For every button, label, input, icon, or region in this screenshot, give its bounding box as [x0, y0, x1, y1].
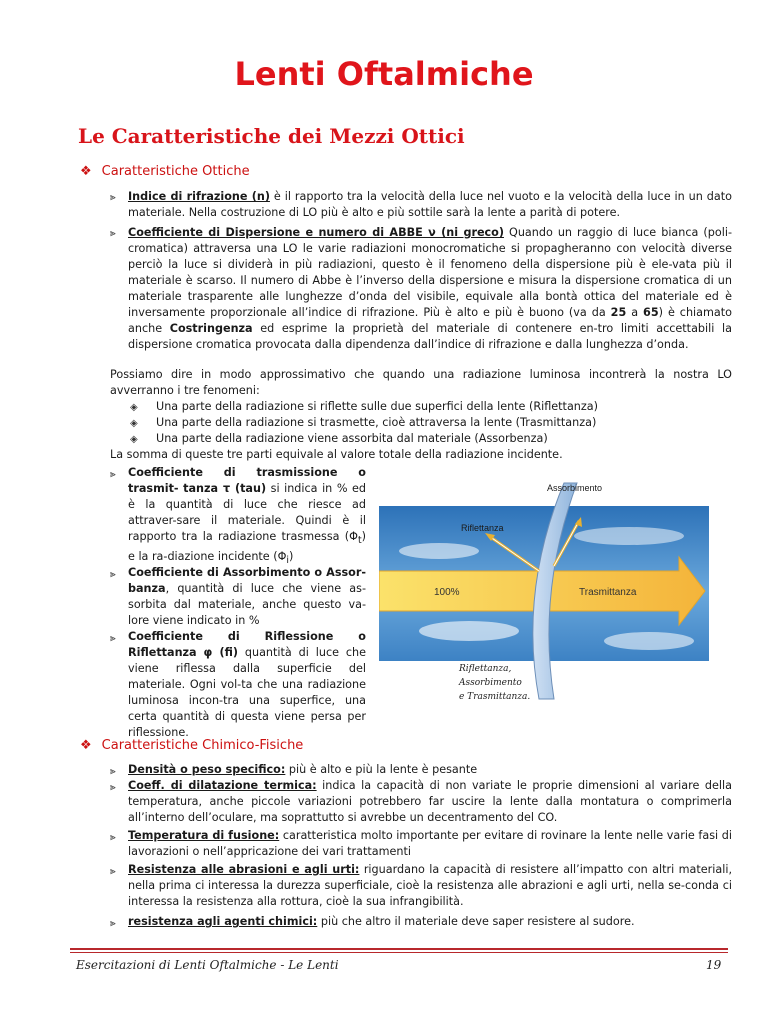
arrow-bullet-icon: ⫸ [110, 569, 116, 580]
diamond-small-icon: ◈ [130, 402, 138, 413]
diamond-bullet-icon: ❖ [80, 738, 92, 753]
bullet-reflection: Coefficiente di Riflessione o Riflettanza φ (fi) quantità di luce che viene riflessa dalla superficie del materiale. Ogni vol-ta che una radiazione luminosa incon-tra una superfice, una certa quantità di questa viene persa per riflessione. [128, 630, 366, 739]
bullet-abrasion: Resistenza alle abrasioni e agli urti: riguardano la capacità di resistere all’impatto con altri materiali, nella prima ci interessa la durezza superficiale, cioè la resistenza alle abrazioni e agli urti, nella se-conda ci interessa la resistenza alla rottura, cioè la sua infrangibilità. [128, 863, 733, 908]
arrow-bullet-icon: ⫸ [110, 832, 116, 843]
section-heading: Le Caratteristiche dei Mezzi Ottici [78, 124, 465, 148]
label-absorption: Assorbimento [547, 483, 603, 493]
arrow-bullet-icon: ⫸ [110, 782, 116, 793]
section-chemical: ❖ Caratteristiche Chimico-Fisiche [80, 738, 304, 753]
list-item: Una parte della radiazione si trasmette, cioè attraversa la lente (Trasmittanza) [156, 416, 597, 429]
arrow-bullet-icon: ⫸ [110, 228, 116, 239]
footer-divider [70, 948, 728, 950]
bullet-dispersion: Coefficiente di Dispersione e numero di ABBE ν (ni greco) Quando un raggio di luce bianca (poli-cromatica) attraversa una LO le varie radiazioni monocromatiche si propagheranno con velocità diverse perciò la luce si dividerà in più radiazioni, questo è il fenomeno della dispersione più è ele-vata più il materiale è scarso. Il numero di Abbe è l’inverso della dispersione e misura la dispersione cromatica di un materiale trasparente alle lunghezze d’onda del visibile, equivale alla bontà ottica del materiale ed è inversamente proporzionale all’indice di rifrazione. Più è alto e più è buono (va da 25 a 65) è chiamato anche Costringenza ed esprime la proprietà del materiale di contenere en-tro limiti accettabili la dispersione cromatica provocata dalla dipendenza dall’indice di rifrazione e dalla lunghezza d’onda. [128, 226, 732, 351]
diamond-small-icon: ◈ [130, 418, 138, 429]
list-item: Una parte della radiazione viene assorbita dal materiale (Assorbenza) [156, 432, 548, 445]
footer-text: Esercitazioni di Lenti Oftalmiche - Le Lenti [76, 958, 339, 972]
section-optical: ❖ Caratteristiche Ottiche [80, 164, 250, 179]
bullet-absorption: Coefficiente di Assorbimento o Assor- banza, quantità di luce che viene as-sorbita dal materiale, anche questo va-lore viene indicato in % [128, 566, 366, 627]
bullet-chemical: resistenza agli agenti chimici: più che altro il materiale deve saper resistere al sudore. [128, 915, 635, 928]
paragraph-sum: La somma di queste tre parti equivale al valore totale della radiazione incidente. [110, 448, 563, 461]
footer-divider [70, 952, 728, 953]
label-transmittance: Trasmittanza [579, 587, 637, 598]
bullet-transmission: Coefficiente di trasmissione o trasmit- tanza τ (tau) si indica in % ed è la quantità di luce che riesce ad attraver-sare il materiale. Quindi è il rapporto tra la radiazione trasmessa $(\Phi_t)$ e la ra-diazione incidente $(\Phi_i)$ [128, 466, 366, 567]
caption-line: Assorbimento [459, 678, 522, 688]
arrow-bullet-icon: ⫸ [110, 633, 116, 644]
arrow-bullet-icon: ⫸ [110, 766, 116, 777]
arrow-bullet-icon: ⫸ [110, 469, 116, 480]
arrow-bullet-icon: ⫸ [110, 192, 116, 203]
caption-line: Riflettanza, [459, 664, 512, 674]
arrow-bullet-icon: ⫸ [110, 866, 116, 877]
diamond-small-icon: ◈ [130, 434, 138, 445]
page-title: Lenti Oftalmiche [234, 55, 534, 93]
arrow-bullet-icon: ⫸ [110, 918, 116, 929]
bullet-refraction: Indice di rifrazione (n) è il rapporto tra la velocità della luce nel vuoto e la velocità della luce in un dato materiale. Nella costruzione di LO più è alto e più sottile sarà la lente a parità di potere. [128, 190, 732, 219]
page-number: 19 [706, 958, 722, 972]
caption-line: e Trasmittanza. [459, 692, 531, 702]
bullet-density: Densità o peso specifico: più è alto e più la lente è pesante [128, 763, 478, 776]
bullet-melting: Temperatura di fusione: caratteristica molto importante per evitare di rovinare la lente nelle varie fasi di lavorazioni o nell’appricazione dei vari trattamenti [128, 829, 732, 858]
bullet-thermal: Coeff. di dilatazione termica: indica la capacità di non variate le proprie dimensioni al variare della temperatura, anche piccole variazioni potrebbero far uscire la lente dalla montatura o comprimerla all’interno dell’oculare, ma soprattutto si avrebbe un decentramento del CO. [128, 779, 732, 824]
label-100pct: 100% [434, 587, 460, 598]
diamond-bullet-icon: ❖ [80, 164, 92, 179]
label-reflectance: Riflettanza [461, 523, 504, 533]
lens-diagram [379, 471, 709, 719]
list-item: Una parte della radiazione si riflette sulle due superfici della lente (Riflettanza) [156, 400, 598, 413]
paragraph-intro: Possiamo dire in modo approssimativo che quando una radiazione luminosa incontrerà la nostra LO avverranno i tre fenomeni: [110, 368, 732, 397]
